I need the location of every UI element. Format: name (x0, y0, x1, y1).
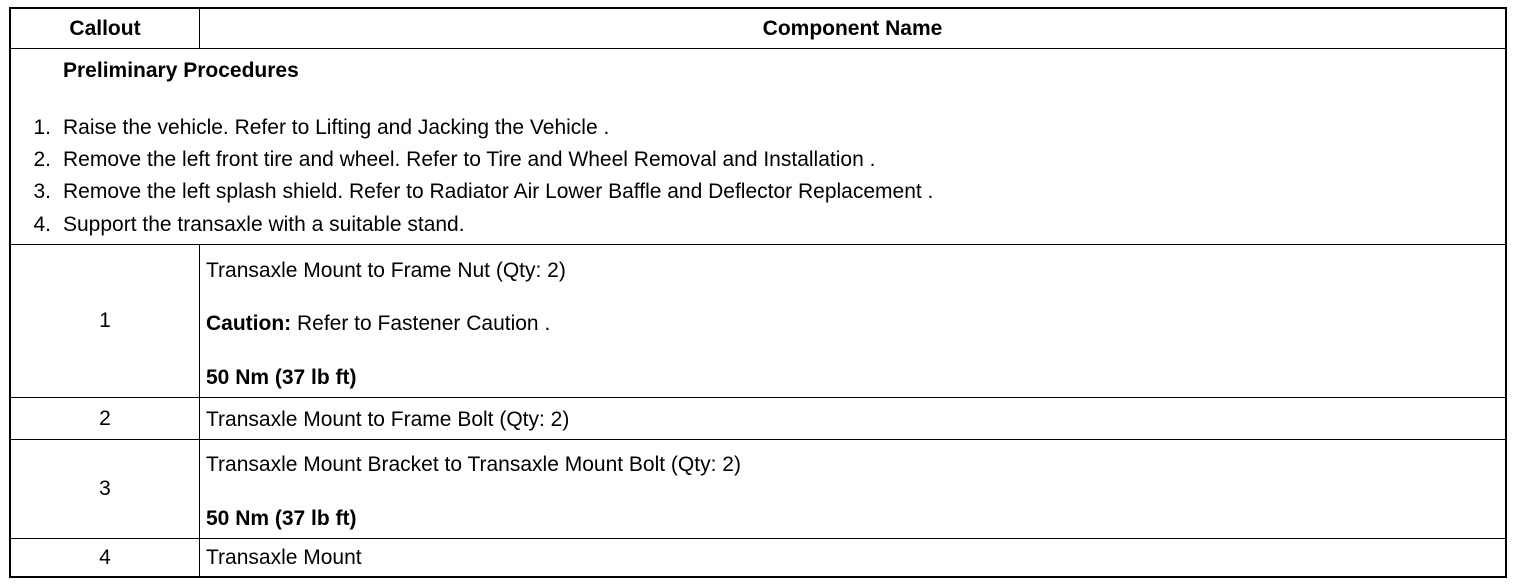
step-text: Remove the left splash shield. Refer to Radiator Air Lower Baffle and Deflector Replacement . (63, 180, 934, 203)
component-name-cell (200, 245, 1505, 397)
torque-spec: 50 Nm (37 lb ft) (206, 507, 357, 530)
caution-note (206, 312, 550, 336)
step-number: 4. (33, 213, 51, 236)
callout-number: 2 (11, 398, 200, 439)
table-row (11, 440, 1505, 539)
component-name-cell (200, 440, 1505, 538)
caution-label: Caution: (206, 312, 292, 335)
table-row (11, 398, 1505, 440)
step-text: Remove the left front tire and wheel. Refer to Tire and Wheel Removal and Installation . (63, 148, 876, 171)
step-text: Raise the vehicle. Refer to Lifting and Jacking the Vehicle . (63, 116, 610, 139)
callout-number: 3 (11, 440, 200, 538)
step-number: 2. (33, 148, 51, 171)
preliminary-procedures-row (11, 49, 1505, 245)
component-name: Transaxle Mount to Frame Nut (Qty: 2) (206, 259, 566, 282)
callout-header: Callout (11, 9, 200, 48)
table-row (11, 539, 1505, 576)
component-table (9, 7, 1507, 578)
torque-spec: 50 Nm (37 lb ft) (206, 366, 357, 389)
component-name-cell (200, 398, 1505, 439)
component-name-header: Component Name (762, 16, 943, 40)
component-name-cell (200, 539, 1505, 576)
preliminary-procedures-title: Preliminary Procedures (63, 59, 299, 82)
callout-number: 4 (11, 539, 200, 576)
component-name: Transaxle Mount Bracket to Transaxle Mount Bolt (Qty: 2) (206, 453, 741, 476)
procedure-step (11, 148, 876, 172)
step-number: 3. (33, 180, 51, 203)
table-row (11, 245, 1505, 398)
step-number: 1. (33, 116, 51, 139)
caution-text: Refer to Fastener Caution . (291, 312, 551, 335)
procedure-step (11, 116, 610, 140)
table-header-row (11, 9, 1505, 49)
step-text: Support the transaxle with a suitable stand. (63, 213, 465, 236)
callout-number: 1 (11, 245, 200, 397)
procedure-step (11, 180, 934, 204)
component-name: Transaxle Mount (206, 546, 362, 569)
component-name: Transaxle Mount to Frame Bolt (Qty: 2) (206, 408, 570, 431)
procedure-step (11, 213, 465, 237)
